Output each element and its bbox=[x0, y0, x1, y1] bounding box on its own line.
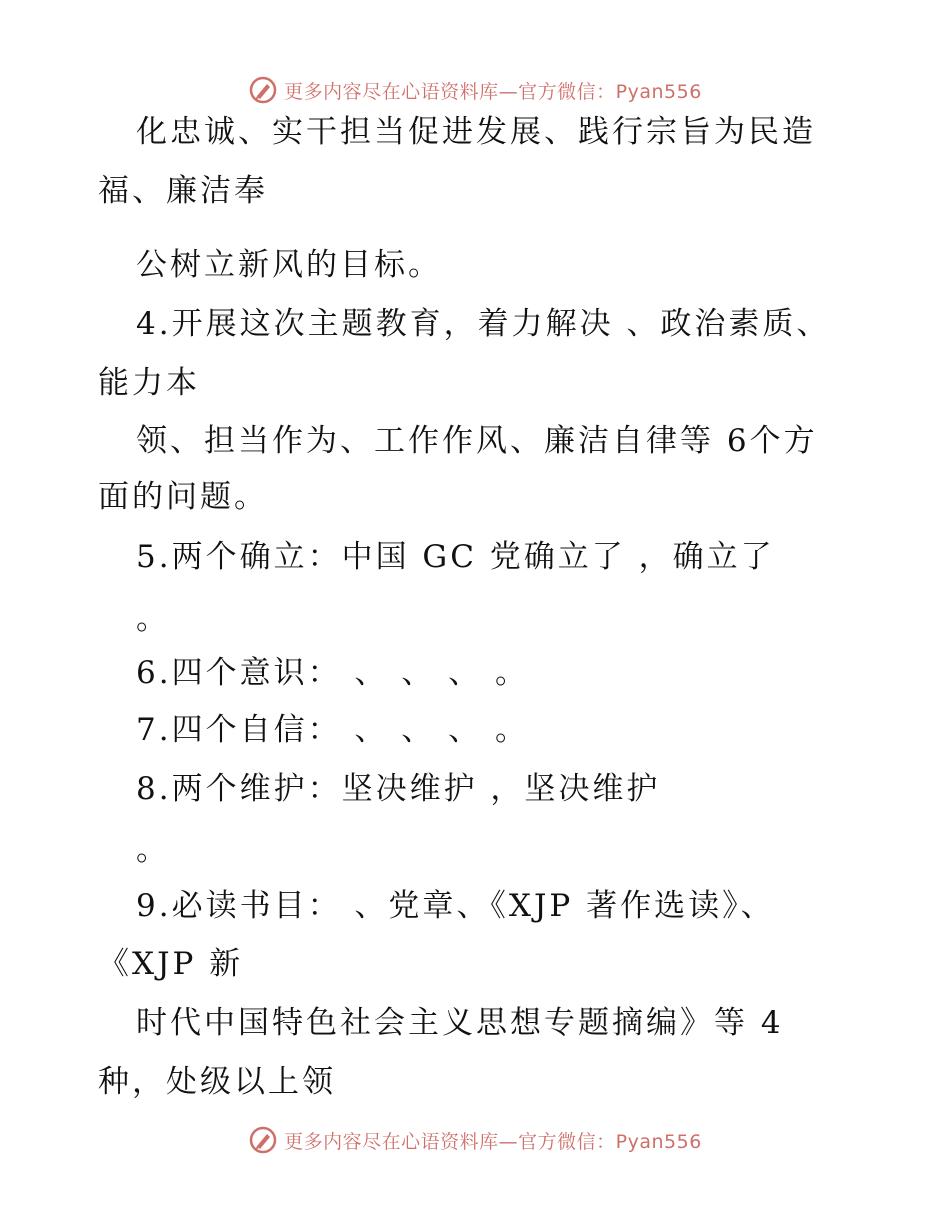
text-line: 福、廉洁奉 bbox=[98, 173, 268, 209]
text-line: 6.四个意识： 、 、 、 。 bbox=[136, 655, 529, 691]
text-line: 8.两个维护：坚决维护 ，坚决维护 bbox=[136, 771, 661, 807]
text-line: 种，处级以上领 bbox=[98, 1064, 336, 1100]
text-line: 4.开展这次主题教育，着力解决 、政治素质、 bbox=[136, 306, 831, 342]
text-line: 7.四个自信： 、 、 、 。 bbox=[136, 712, 529, 748]
watermark-text: 更多内容尽在心语资料库—官方微信：Pyan556 bbox=[284, 1130, 702, 1153]
text-line: 时代中国特色社会主义思想专题摘编》等 4 bbox=[136, 1005, 784, 1041]
watermark-banner-top bbox=[0, 70, 950, 110]
text-line: 。 bbox=[136, 601, 170, 637]
text-line: 领、担当作为、工作作风、廉洁自律等 6个方 bbox=[136, 423, 818, 459]
pen-logo-icon bbox=[248, 1125, 278, 1155]
text-line: 化忠诚、实干担当促进发展、践行宗旨为民造 bbox=[136, 114, 816, 150]
text-line: 《XJP 新 bbox=[98, 946, 244, 982]
text-line: 面的问题。 bbox=[98, 479, 268, 515]
watermark-text: 更多内容尽在心语资料库—官方微信：Pyan556 bbox=[284, 80, 702, 103]
text-line: 9.必读书目： 、党章、《XJP 著作选读》、 bbox=[136, 888, 775, 924]
pen-logo-icon bbox=[248, 75, 278, 105]
text-line: 能力本 bbox=[98, 365, 200, 401]
text-line: 5.两个确立：中国 GC 党确立了 ，确立了 bbox=[136, 539, 775, 575]
text-line: 公树立新风的目标。 bbox=[136, 247, 442, 283]
text-line: 。 bbox=[136, 832, 170, 868]
watermark-banner-bottom bbox=[0, 1120, 950, 1160]
